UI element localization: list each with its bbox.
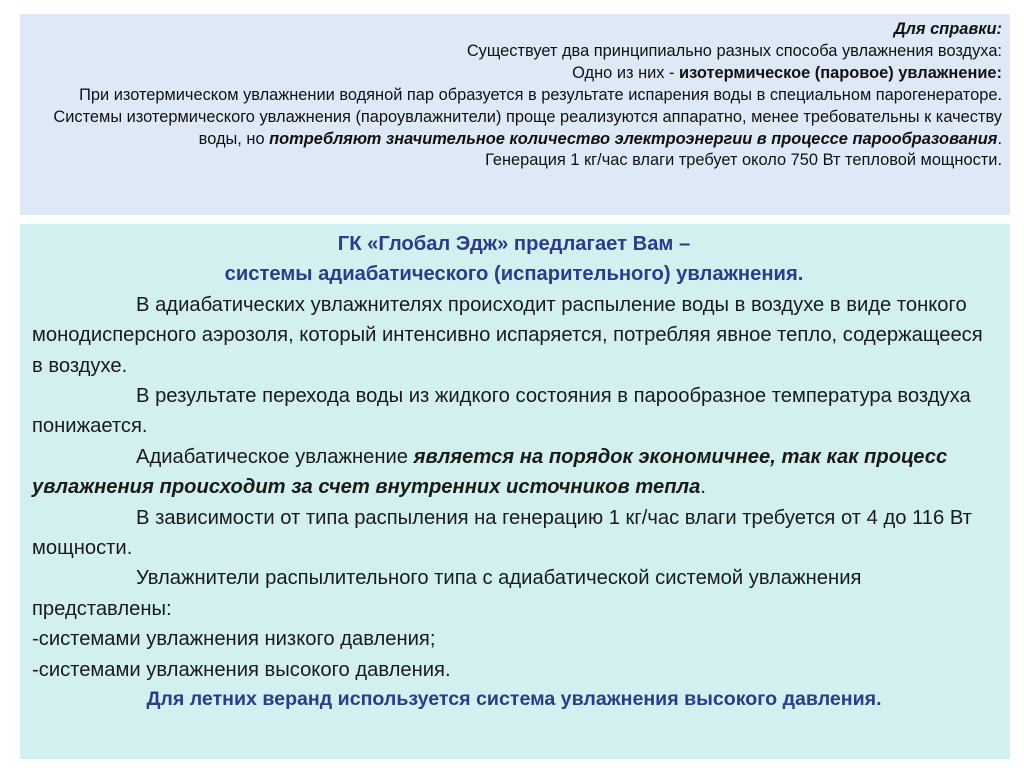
reference-line-2 — [28, 63, 1002, 85]
list-item-high-pressure: -системами увлажнения высокого давления. — [32, 658, 451, 681]
reference-heading: Для справки: — [893, 20, 1002, 38]
main-paragraph-3 — [32, 442, 996, 503]
main-title-line-2: системы адиабатического (испарительного) увлажнения. — [224, 263, 804, 286]
reference-line-2-prefix: Одно из них - — [572, 63, 680, 82]
reference-paragraph-text: При изотермическом увлажнении водяной пар образуется в результате испарения воды в специальном парогенераторе. Системы изотермического увлажнения (пароувлажнители) проще реализуются аппаратно, менее требовательны к качеству воды, но — [53, 85, 1002, 148]
main-paragraph-3-prefix: Адиабатическое увлажнение — [136, 445, 414, 468]
reference-line-2-bold: изотермическое (паровое) увлажнение: — [679, 63, 1002, 82]
reference-line-1: Существует два принципиально разных способа увлажнения воздуха: — [466, 41, 1002, 60]
main-paragraph-2: В результате перехода воды из жидкого состояния в парообразное температура воздуха понижается. — [32, 385, 971, 438]
reference-paragraph-end: . — [997, 129, 1002, 148]
reference-box — [20, 14, 1010, 215]
main-box — [20, 224, 1010, 759]
main-paragraph-4: В зависимости от типа распыления на генерацию 1 кг/час влаги требуется от 4 до 116 Вт мощности. — [32, 506, 972, 560]
list-item-low-pressure: -системами увлажнения низкого давления; — [32, 628, 436, 651]
main-paragraph-3-emphasis: является на порядок экономичнее, так как процесс увлажнения происходит за счет внутренних источников тепла — [32, 445, 948, 499]
reference-paragraph — [28, 85, 1002, 151]
reference-paragraph-emphasis: потребляют значительное количество электроэнергии в процессе парообразования — [269, 129, 998, 148]
main-title-line-1: ГК «Глобал Эдж» предлагает Вам – — [337, 233, 691, 255]
main-paragraph-1: В адиабатических увлажнителях происходит распыление воды в воздухе в виде тонкого монодисперсного аэрозоля, который интенсивно испаряется, потребляя явное тепло, содержащееся в воздухе. — [32, 293, 983, 377]
main-paragraph-3-end: . — [700, 476, 706, 499]
reference-last-line: Генерация 1 кг/час влаги требует около 750 Вт тепловой мощности. — [485, 151, 1002, 170]
summer-note: Для летних веранд используется система увлажнения высокого давления. — [146, 688, 882, 711]
main-paragraph-5: Увлажнители распылительного типа с адиабатической системой увлажнения представлены: — [32, 567, 862, 620]
